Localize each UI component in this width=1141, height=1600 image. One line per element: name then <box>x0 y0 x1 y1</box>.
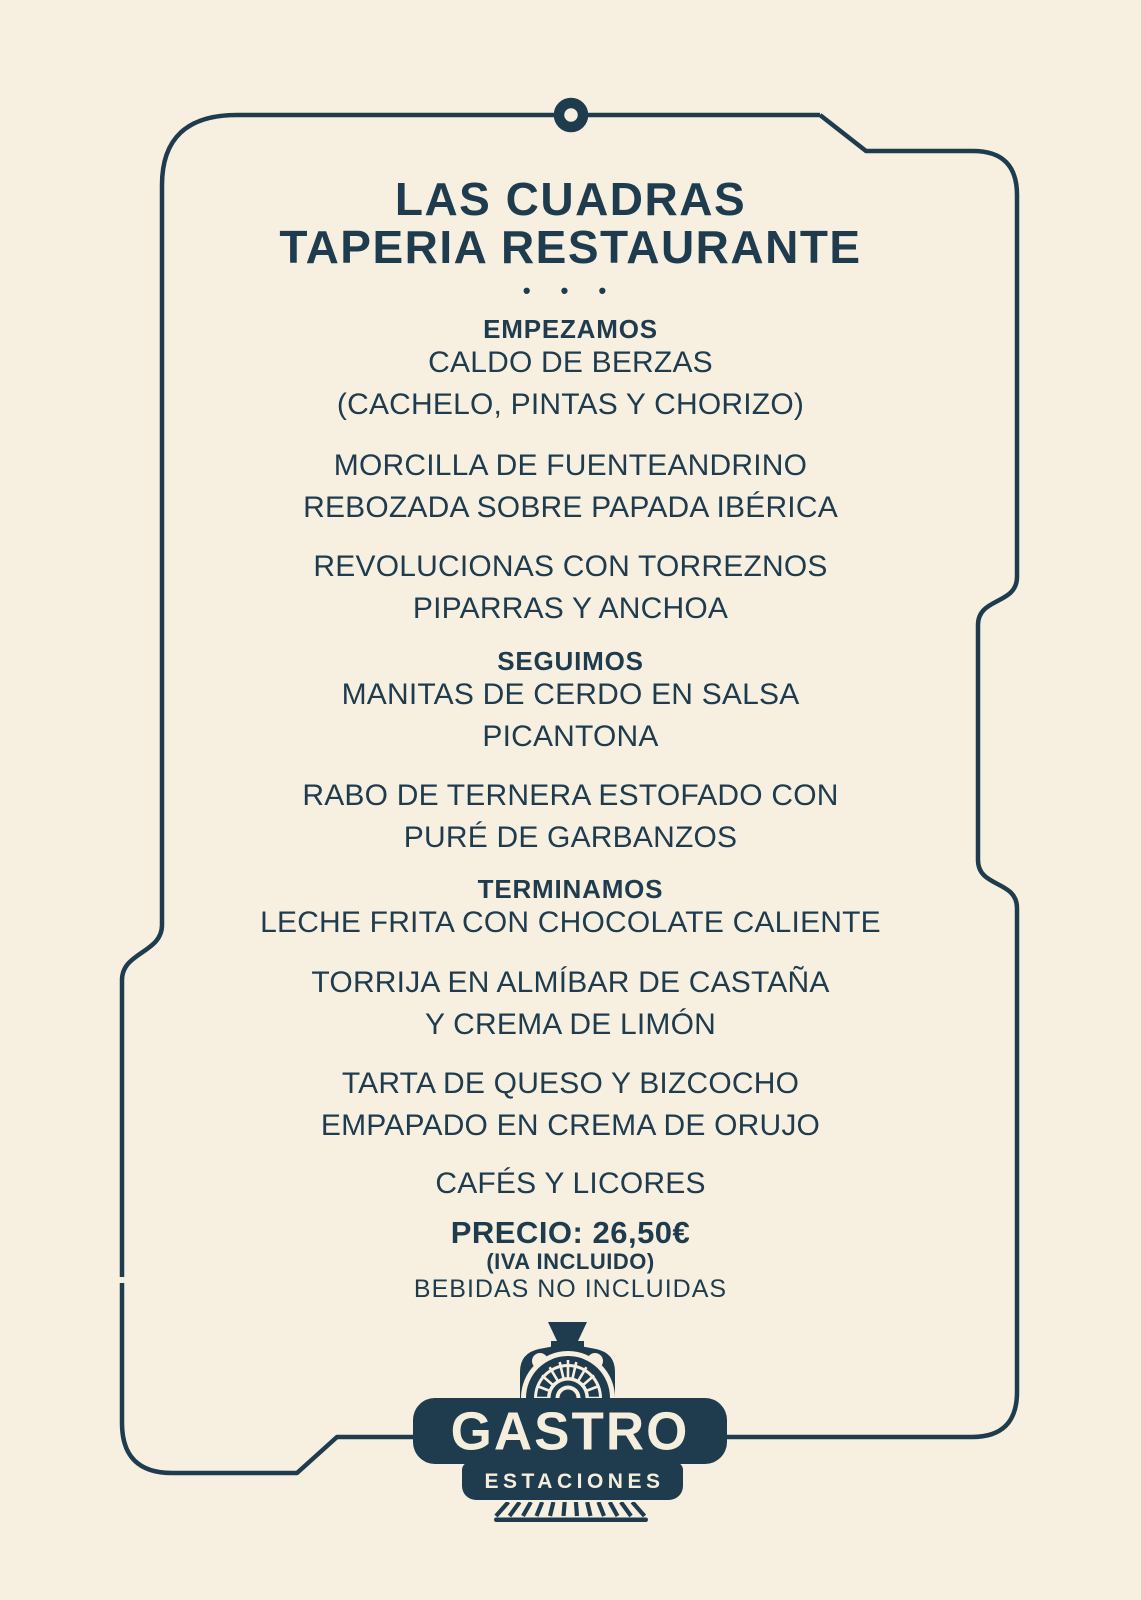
menu-line: PICANTONA <box>482 720 659 753</box>
menu-line: RABO DE TERNERA ESTOFADO CON <box>302 779 839 812</box>
sub-brand-text: ESTACIONES <box>484 1469 665 1493</box>
menu-line: TARTA DE QUESO Y BIZCOCHO <box>341 1067 800 1100</box>
page-title-line1: LAS CUADRAS <box>394 173 747 225</box>
menu-line: PURÉ DE GARBANZOS <box>403 821 738 854</box>
menu-line: REVOLUCIONAS CON TORREZNOS <box>313 550 828 583</box>
vat-note: (IVA INCLUIDO) <box>486 1249 655 1274</box>
menu-line: PIPARRAS Y ANCHOA <box>412 592 729 625</box>
divider-dots: • • • <box>522 278 619 303</box>
price-label: PRECIO: 26,50€ <box>450 1215 691 1250</box>
drinks-note: BEBIDAS NO INCLUIDAS <box>413 1275 728 1303</box>
train-icon <box>495 1310 645 1402</box>
menu-line: EMPAPADO EN CREMA DE ORUJO <box>320 1109 821 1142</box>
top-ring-icon <box>559 103 583 127</box>
menu-line: (CACHELO, PINTAS Y CHORIZO) <box>336 388 805 421</box>
section-header-empezamos: EMPEZAMOS <box>483 314 658 344</box>
estaciones-banner <box>462 1462 683 1500</box>
menu-line: REBOZADA SOBRE PAPADA IBÉRICA <box>303 491 838 524</box>
menu-line: MORCILLA DE FUENTEANDRINO <box>333 449 808 482</box>
rails-icon <box>494 1502 648 1523</box>
brand-text: GASTRO <box>450 1400 690 1462</box>
page-title-line2: TAPERIA RESTAURANTE <box>279 221 862 273</box>
gastro-banner <box>413 1398 727 1464</box>
section-header-terminamos: TERMINAMOS <box>477 874 664 904</box>
section-header-seguimos: SEGUIMOS <box>497 646 644 676</box>
menu-line: MANITAS DE CERDO EN SALSA <box>341 678 800 711</box>
menu-line: LECHE FRITA CON CHOCOLATE CALIENTE <box>260 906 881 939</box>
menu-line: Y CREMA DE LIMÓN <box>424 1008 717 1041</box>
menu-line: TORRIJA EN ALMÍBAR DE CASTAÑA <box>311 966 830 999</box>
menu-line: CAFÉS Y LICORES <box>435 1167 706 1200</box>
menu-line: CALDO DE BERZAS <box>428 346 713 379</box>
